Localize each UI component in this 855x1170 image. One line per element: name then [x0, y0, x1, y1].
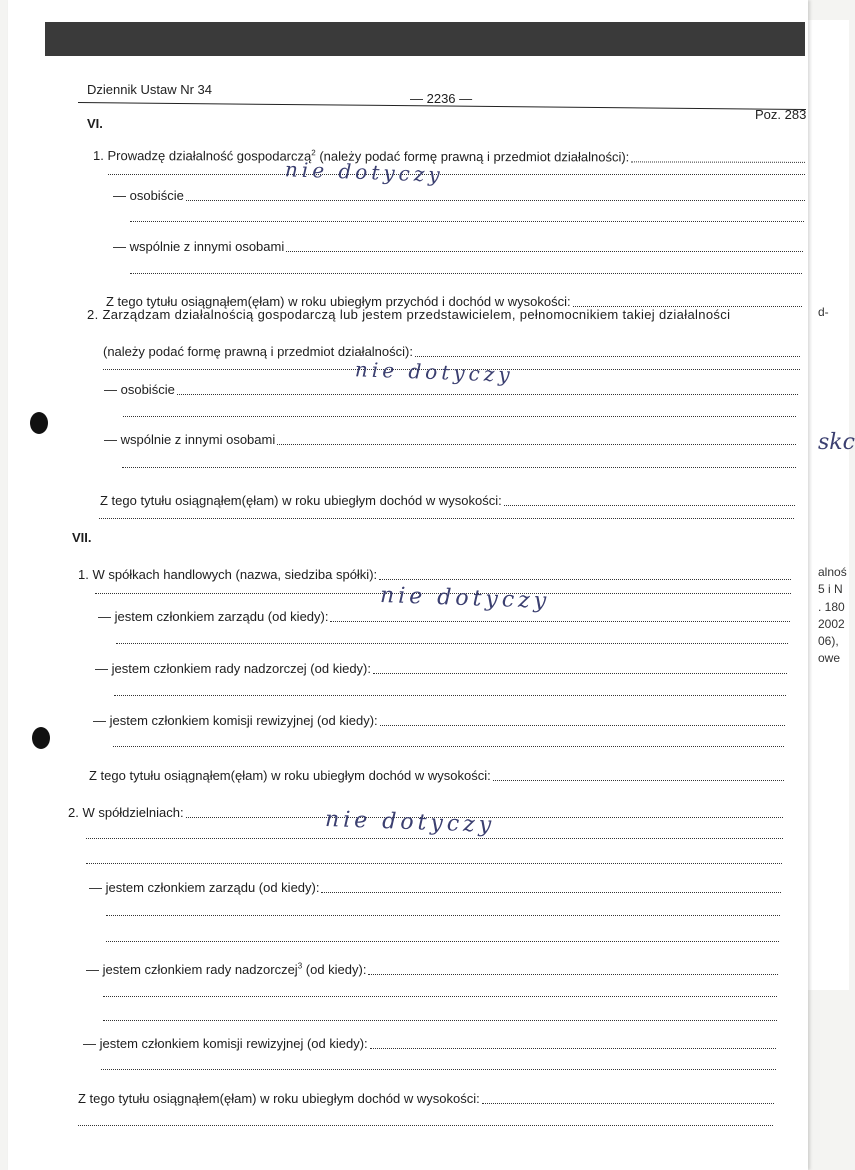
fill-line: [113, 746, 784, 747]
field-label: 2. Zarządzam działalnością gospodarczą lub jestem przedstawicielem, pełnomocnikiem takiej działalności: [87, 307, 731, 322]
underlying-handwriting: skc: [818, 430, 855, 455]
form-field-row: [113, 188, 805, 203]
footnote-ref: 2: [311, 148, 316, 158]
fill-line: [122, 467, 796, 468]
fill-line: [101, 1069, 776, 1070]
fill-line-row: [108, 162, 805, 177]
field-label: 1. W spółkach handlowych (nazwa, siedziba spółki):: [78, 567, 378, 582]
fill-line: [177, 394, 798, 395]
field-label: — jestem członkiem komisji rewizyjnej (od kiedy):: [93, 713, 378, 728]
field-label: — wspólnie z innymi osobami: [104, 432, 276, 447]
form-field-row: [98, 609, 790, 624]
field-label: — wspólnie z innymi osobami: [113, 239, 285, 254]
fill-line: [373, 673, 787, 674]
form-field-row: [93, 713, 785, 728]
form-field-row: [95, 661, 787, 676]
journal-title: Dziennik Ustaw Nr 34: [87, 82, 212, 97]
form-field-row: [89, 880, 781, 895]
field-label: — osobiście: [113, 188, 184, 203]
fill-line: [286, 251, 803, 252]
handwritten-answer: nie dotyczy: [284, 157, 445, 187]
field-label: — jestem członkiem rady nadzorczej: [86, 962, 298, 977]
handwritten-answer: nie dotyczy: [354, 357, 515, 387]
field-label: Z tego tytułu osiągnąłem(ęłam) w roku ubiegłym dochód w wysokości:: [78, 1091, 480, 1106]
field-label: Z tego tytułu osiągnąłem(ęłam) w roku ubiegłym przychód i dochód w wysokości:: [106, 294, 571, 309]
fill-line: [123, 416, 796, 417]
fill-line-row: [114, 683, 786, 698]
fill-line: [103, 996, 777, 997]
form-field-row: [104, 432, 796, 447]
handwritten-answer: nie dotyczy: [379, 583, 551, 614]
field-label: Z tego tytułu osiągnąłem(ęłam) w roku ubiegłym dochód w wysokości:: [100, 493, 502, 508]
fill-line: [482, 1103, 774, 1104]
fill-line-row: [78, 1113, 773, 1128]
fill-line: [321, 892, 781, 893]
field-label: — jestem członkiem zarządu (od kiedy):: [89, 880, 320, 895]
page-number: — 2236 —: [410, 91, 473, 106]
underlying-text: 5 i N: [818, 582, 843, 596]
underlying-text: 2002: [818, 617, 845, 631]
fill-line-row: [99, 506, 794, 521]
fill-line: [116, 643, 788, 644]
section-title: VII.: [72, 530, 92, 545]
field-label: (należy podać formę prawną i przedmiot działalności):: [103, 344, 413, 359]
form-field-row: [113, 239, 803, 254]
fill-line-row: [122, 455, 796, 470]
footnote-ref: 3: [297, 961, 303, 971]
handwritten-answer: nie dotyczy: [324, 807, 496, 838]
fill-line-row: [116, 631, 788, 646]
underlying-text: 06),: [818, 634, 839, 648]
fill-line-row: [130, 261, 802, 276]
fill-line: [368, 974, 778, 975]
fill-line-row: [86, 851, 782, 866]
fill-line: [86, 863, 782, 864]
field-label: (należy podać formę prawną i przedmiot działalności):: [315, 148, 630, 165]
field-label: 2. W spółdzielniach:: [68, 805, 184, 820]
section-title: VI.: [87, 116, 103, 131]
fill-line: [114, 695, 786, 696]
fill-line: [370, 1048, 776, 1049]
fill-line: [103, 1020, 777, 1021]
fill-line-row: [106, 903, 780, 918]
punch-hole: [32, 727, 50, 749]
fill-line: [99, 518, 794, 519]
text-row: [87, 307, 801, 322]
underlying-text: alnoś: [818, 565, 847, 579]
fill-line: [330, 621, 790, 622]
field-label: — jestem członkiem zarządu (od kiedy):: [98, 609, 329, 624]
fill-line: [277, 444, 796, 445]
scan-shadow-bar: [45, 22, 805, 56]
form-field-row: [83, 1036, 776, 1051]
fill-line: [106, 941, 779, 942]
fill-line-row: [123, 404, 796, 419]
field-label: — jestem członkiem komisji rewizyjnej (od kiedy):: [83, 1036, 368, 1051]
form-field-row: [86, 962, 778, 977]
fill-line-row: [101, 1057, 776, 1072]
underlying-text: owe: [818, 651, 841, 665]
position-number: Poz. 283: [755, 107, 807, 122]
fill-line-row: [113, 734, 784, 749]
fill-line: [106, 915, 780, 916]
fill-line-row: [106, 929, 779, 944]
fill-line: [130, 273, 802, 274]
fill-line: [108, 174, 805, 175]
fill-line: [86, 838, 783, 839]
fill-line-row: [103, 984, 777, 999]
field-label: — osobiście: [104, 382, 175, 397]
field-label: (od kiedy):: [302, 962, 367, 977]
fill-line-row: [130, 209, 804, 224]
punch-hole: [30, 412, 48, 434]
field-label: — jestem członkiem rady nadzorczej (od kiedy):: [95, 661, 371, 676]
form-field-row: [78, 1091, 774, 1106]
fill-line: [78, 1125, 773, 1126]
fill-line: [186, 200, 805, 201]
form-field-row: [78, 567, 791, 582]
form-field-row: [89, 768, 784, 783]
underlying-text: d-: [818, 305, 829, 319]
fill-line-row: [103, 1008, 777, 1023]
fill-line: [130, 221, 804, 222]
fill-line: [379, 579, 791, 580]
field-label: Z tego tytułu osiągnąłem(ęłam) w roku ubiegłym dochód w wysokości:: [89, 768, 491, 783]
fill-line: [493, 780, 784, 781]
field-label: 1. Prowadzę działalność gospodarczą: [93, 148, 312, 164]
underlying-text: . 180: [818, 600, 845, 614]
fill-line: [380, 725, 785, 726]
